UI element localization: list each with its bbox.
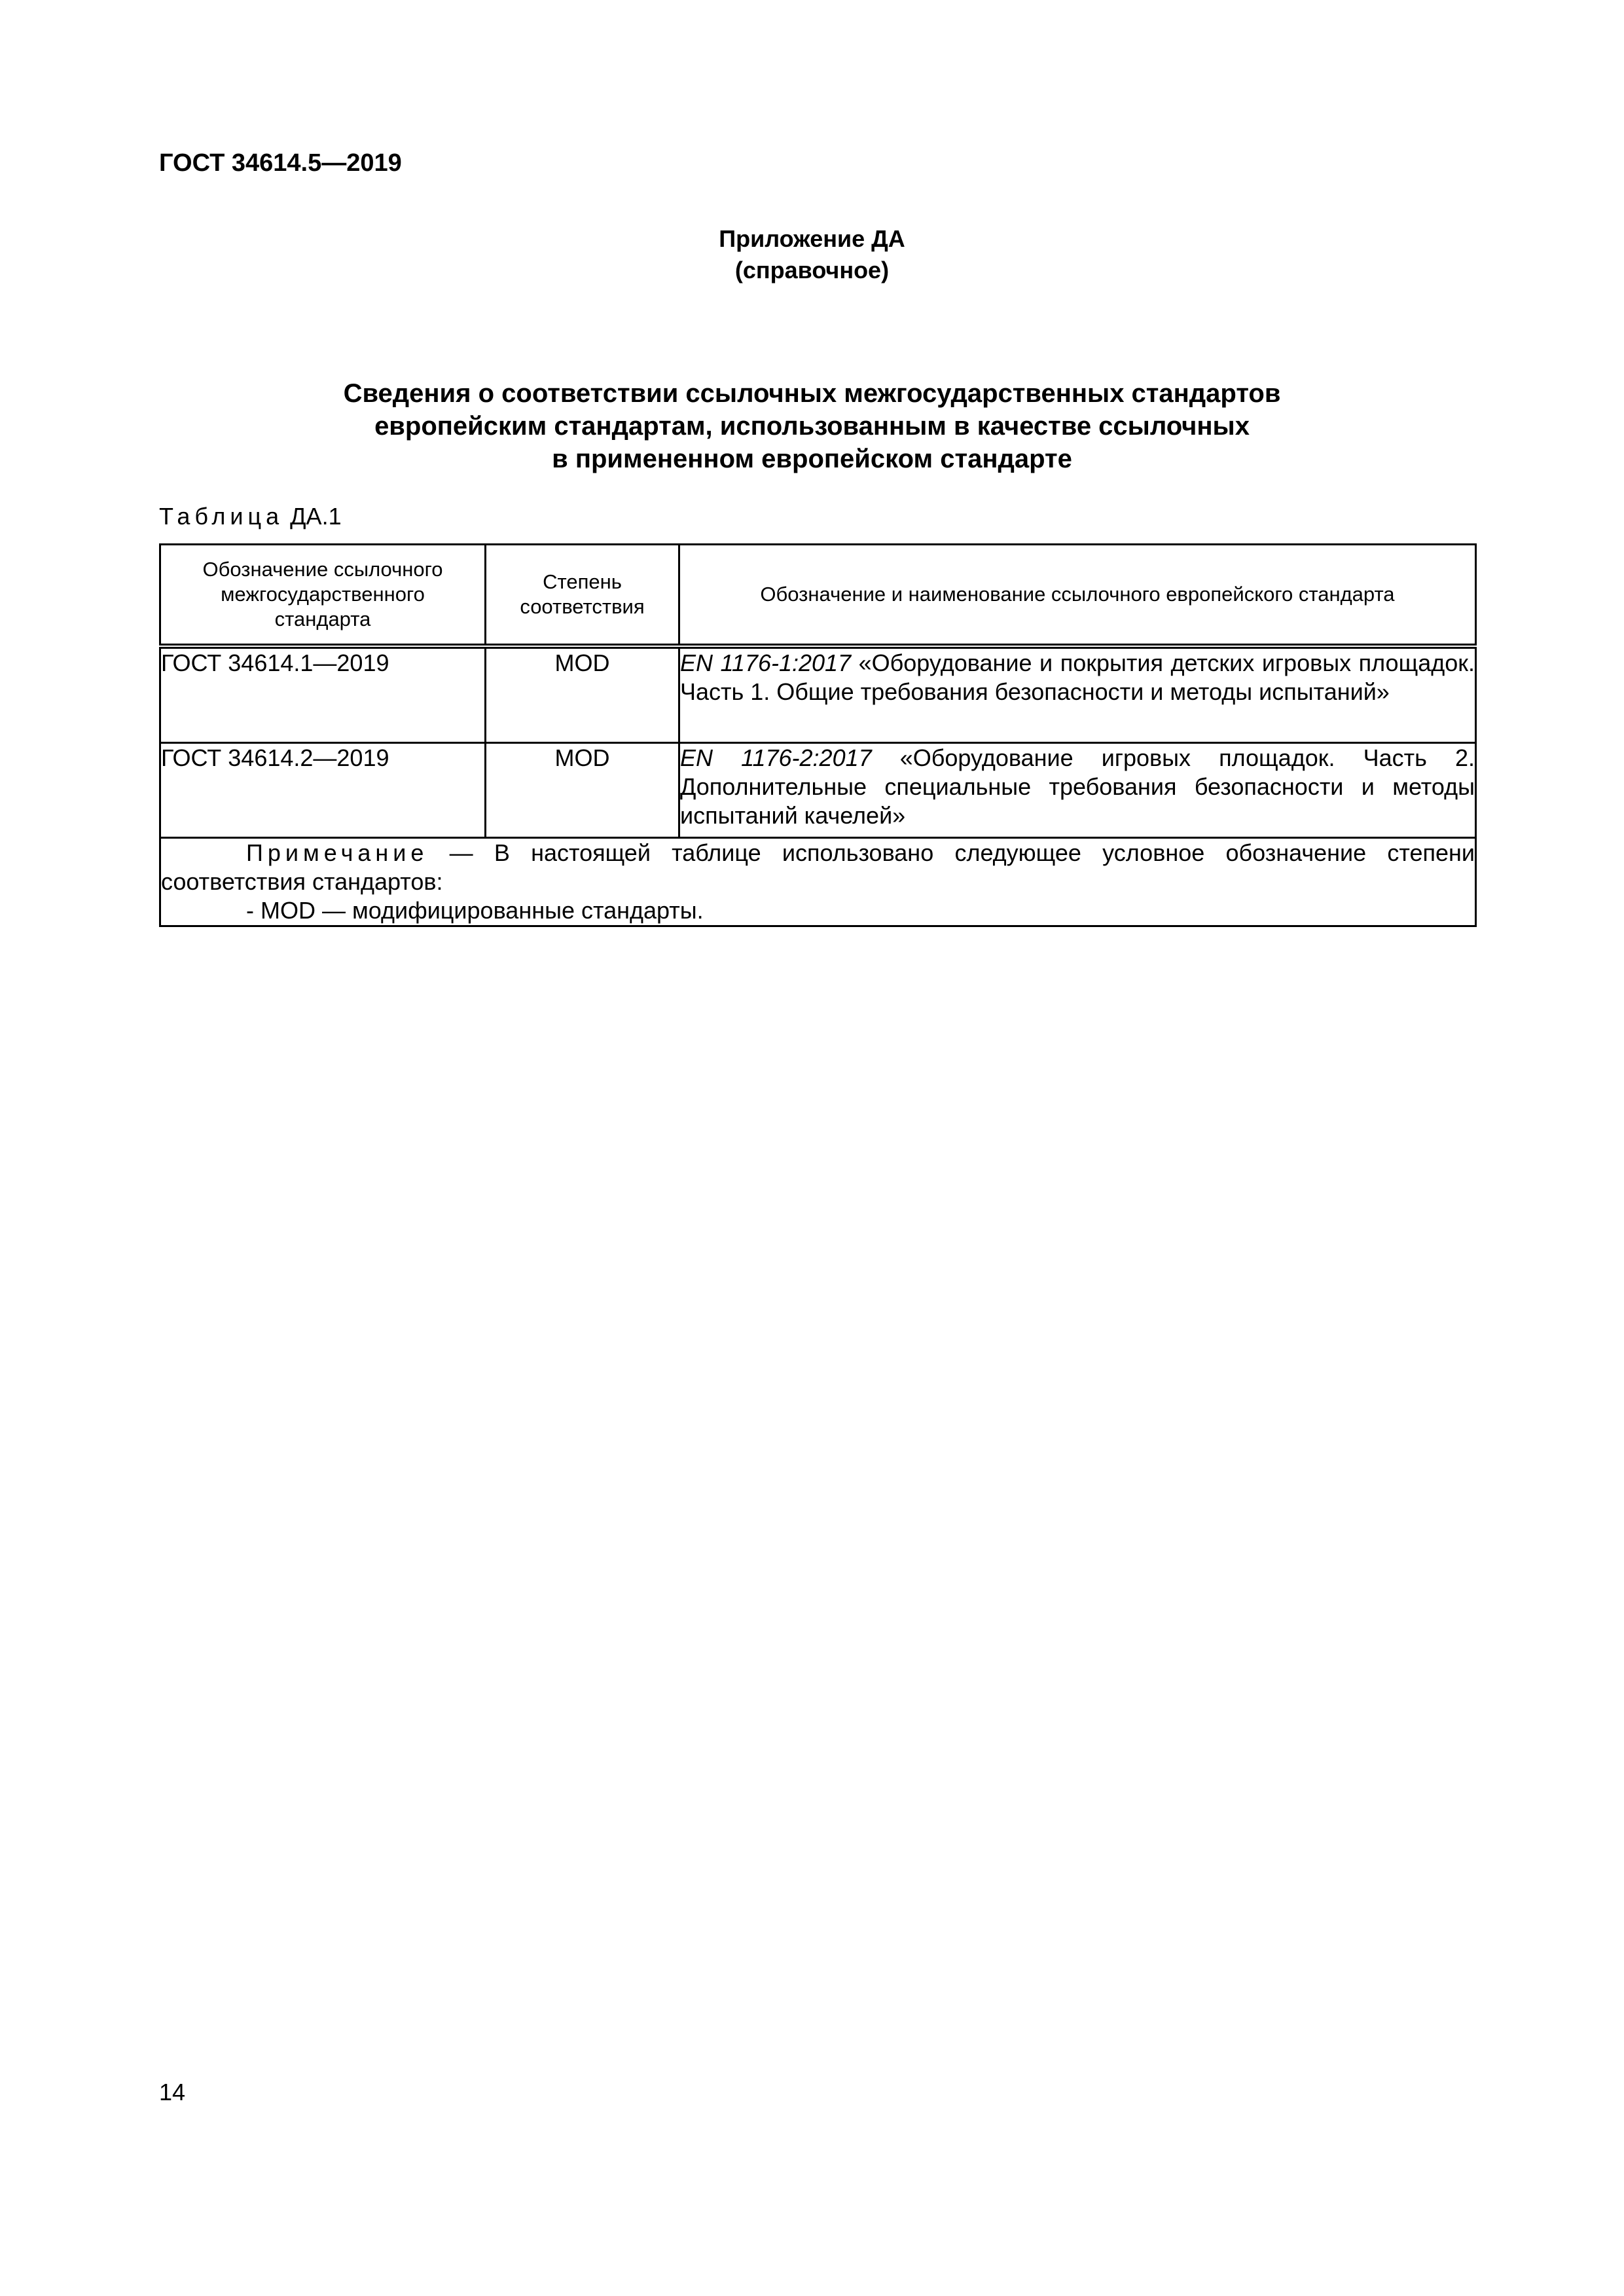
cell-national-standard: ГОСТ 34614.2—2019 [160, 743, 486, 838]
table-note [160, 838, 1476, 926]
section-heading-line-1: Сведения о соответствии ссылочных межгосударственных стандартов [343, 379, 1281, 408]
annex-kind: (справочное) [734, 257, 890, 283]
cell-degree: MOD [486, 646, 679, 743]
european-standard-title: «Оборудование и покрытия детских игровых площадок. Часть 1. Общие требования безопасности и методы испытаний» [680, 649, 1475, 705]
column-header-degree: Степень соответствия [486, 545, 679, 647]
cell-european-standard [679, 646, 1476, 743]
european-standard-title: «Оборудование игровых площадок. Часть 2. Дополнительные специальные требования безопасности и методы испытаний качелей» [680, 744, 1475, 829]
table-caption-word: Таблица [159, 503, 284, 530]
correspondence-table [159, 543, 1477, 927]
european-standard-code: EN 1176-1:2017 [680, 649, 852, 676]
section-heading-line-3: в примененном европейском стандарте [552, 445, 1072, 473]
european-standard-code: EN 1176-2:2017 [680, 744, 872, 771]
cell-european-standard [679, 743, 1476, 838]
annex-title: Приложение ДА [719, 225, 905, 252]
table-note-row [160, 838, 1476, 926]
document-id: ГОСТ 34614.5—2019 [159, 149, 402, 177]
column-header-european-standard: Обозначение и наименование ссылочного европейского стандарта [679, 545, 1476, 647]
table-note-text [161, 839, 1475, 896]
table-note-body: — В настоящей таблице использовано следующее условное обозначение степени соответствия стандартов: [161, 839, 1475, 895]
column-header-national-standard: Обозначение ссылочного межгосударственного стандарта [160, 545, 486, 647]
page-number: 14 [159, 2079, 186, 2105]
table-header-row [160, 545, 1476, 647]
table-caption-number: ДА.1 [290, 503, 342, 530]
table-caption [159, 503, 342, 530]
table-note-label: Примечание [246, 839, 429, 866]
table-row [160, 646, 1476, 743]
cell-degree: MOD [486, 743, 679, 838]
cell-national-standard: ГОСТ 34614.1—2019 [160, 646, 486, 743]
table-row [160, 743, 1476, 838]
section-heading-line-2: европейским стандартам, использованным в качестве ссылочных [374, 412, 1250, 441]
table-note-item: - MOD — модифицированные стандарты. [246, 897, 704, 924]
